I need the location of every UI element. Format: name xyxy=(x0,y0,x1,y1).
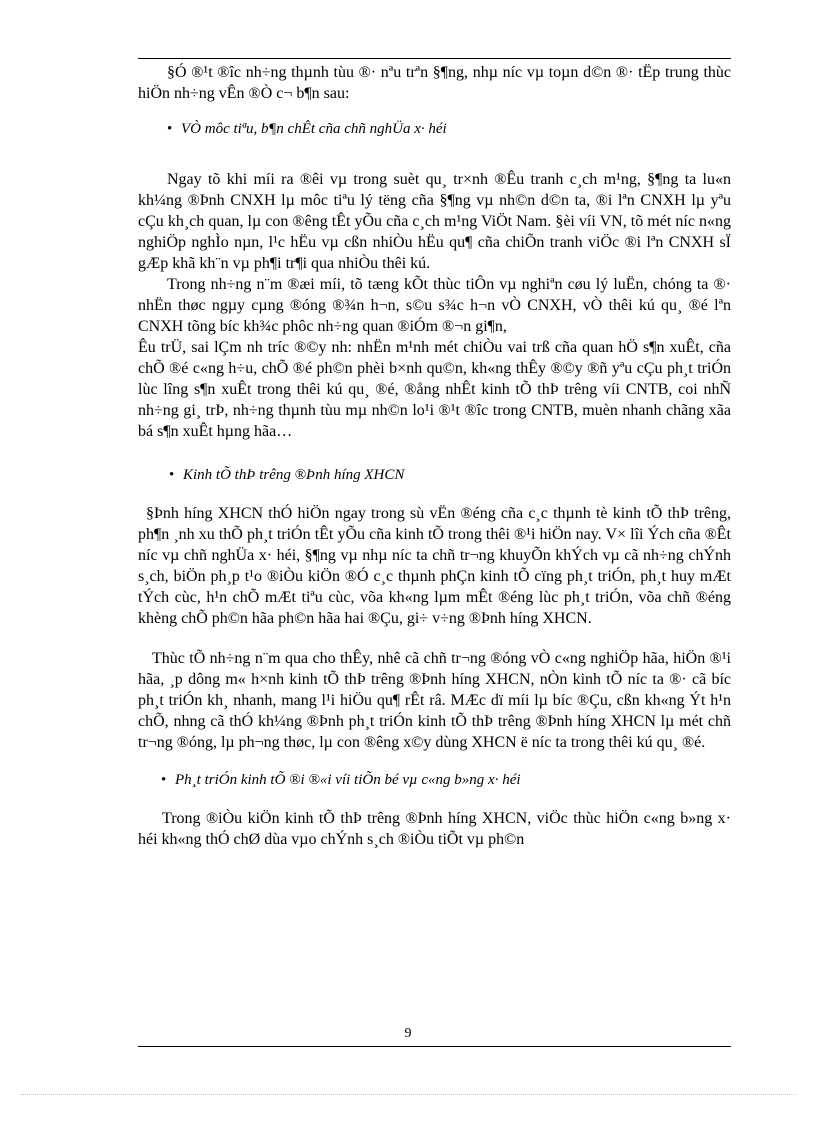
intro-paragraph: §Ó ®¹t ®îc nh÷ng thµnh tùu ®· nªu trªn §¶ng, nhµ níc vµ toµn d©n ®· tËp trung thùc hiÖn nh÷ng vÊn ®Ò c¬ b¶n sau: xyxy=(138,64,731,102)
paragraph-renovation-years: Trong nh÷ng n¨m ®æi míi, tõ tæng kÕt thùc tiÔn vµ nghiªn cøu lý luËn, chóng ta ®· nhËn thøc ngµy cµng ®óng ®¾n h¬n, s©u s¾c h¬n vÒ CNXH, vÒ thêi kú qu¸ ®é lªn CNXH tõng bíc kh¾c phôc nh÷ng quan ®iÓm ®¬n gi¶n, xyxy=(138,276,731,335)
page-number: 9 xyxy=(404,1026,412,1041)
paragraph-past-mistakes: Êu trÜ, sai lÇm nh tríc ®©y nh: nhËn m¹nh mét chiÒu vai trß cña quan hÖ s¶n xuÊt, cña chÕ ®é c«ng h÷u, chÕ ®é ph©n phèi b×nh qu©n, kh«ng thÊy ®©y ®ñ yªu cÇu ph¸t triÓn lùc lîng s¶n xuÊt trong thêi kú qu¸ ®é, ®ång nhÊt kinh tÕ thÞ trêng víi CNTB, coi nhÑ nh÷ng gi¸ trÞ, nh÷ng thµnh tùu mµ nh©n lo¹i ®¹t ®îc trong CNTB, muèn nhanh chãng xãa bá s¶n xuÊt hµng hãa… xyxy=(138,339,731,440)
paragraph-equity-conditions: Trong ®iÒu kiÖn kinh tÕ thÞ trêng ®Þnh híng XHCN, viÖc thùc hiÖn c«ng b»ng x· héi kh«ng thÓ chØ dùa vµo chÝnh s¸ch ®iÒu tiÕt vµ ph©n xyxy=(138,810,731,848)
heading-market-economy: • Kinh tÕ thÞ trêng ®Þnh híng XHCN xyxy=(183,465,731,485)
paragraph-party-goal: Ngay tõ khi míi ra ®êi vµ trong suèt qu¸ tr×nh ®Êu tranh c¸ch m¹ng, §¶ng ta lu«n kh¼ng ®Þnh CNXH lµ môc tiªu lý tëng cña §¶ng vµ nh©n d©n ta, ®i lªn CNXH lµ yªu cÇu kh¸ch quan, lµ con ®êng tÊt yÕu cña c¸ch m¹ng ViÖt Nam. §èi víi VN, tõ mét níc n«ng nghiÖp nghÌo nµn, l¹c hËu vµ cßn nhiÒu hËu qu¶ cña chiÕn tranh viÖc ®i lªn CNXH sÏ gÆp khã kh¨n vµ ph¶i tr¶i qua nhiÒu thêi kú. xyxy=(138,171,731,272)
heading-social-equity: • Ph¸t triÓn kinh tÕ ®i ®«i víi tiÕn bé vµ c«ng b»ng x· héi xyxy=(175,770,731,790)
paragraph-practical-results: Thùc tÕ nh÷ng n¨m qua cho thÊy, nhê cã chñ tr¬ng ®óng vÒ c«ng nghiÖp hãa, hiÖn ®¹i hãa, ¸p dông m« h×nh kinh tÕ thÞ trêng ®Þnh híng XHCN, nÒn kinh tÕ níc ta ®· cã bíc ph¸t triÓn kh¸ nhanh, mang l¹i hiÖu qu¶ rÊt râ. MÆc dï míi lµ bíc ®Çu, cßn kh«ng Ýt h¹n chÕ, nhng cã thÓ kh¼ng ®Þnh ph¸t triÓn kinh tÕ thÞ trêng ®Þnh híng XHCN lµ mét chñ tr¬ng ®óng, lµ ph¬ng thøc, lµ con ®êng x©y dùng XHCN ë níc ta trong thêi kú qu¸ ®é. xyxy=(138,650,731,751)
footer-rule xyxy=(138,1046,731,1047)
document-page xyxy=(138,62,731,850)
heading-socialist-goals: • VÒ môc tiªu, b¶n chÊt cña chñ nghÜa x· héi xyxy=(181,119,731,139)
page-edge-dotted-line xyxy=(20,1094,796,1095)
header-rule xyxy=(138,58,731,59)
paragraph-socialist-orientation: §Þnh híng XHCN thÓ hiÖn ngay trong sù vËn ®éng cña c¸c thµnh tè kinh tÕ thÞ trêng, ph¶n ¸nh xu thÕ ph¸t triÓn tÊt yÕu cña kinh tÕ trong thêi ®¹i hiÖn nay. V× lîi Ých cña ®Êt níc vµ chñ nghÜa x· héi, §¶ng vµ nhµ níc ta chñ tr¬ng khuyÕn khÝch vµ cã nh÷ng chÝnh s¸ch, biÖn ph¸p t¹o ®iÒu kiÖn ®Ó c¸c thµnh phÇn kinh tÕ cïng ph¸t triÓn, ph¸t huy mÆt tÝch cùc, h¹n chÕ mÆt tiªu cùc, võa kh«ng lµm mÊt ®éng lùc ph¸t triÓn, võa chñ ®éng khèng chÕ ph©n hãa ph©n hãa hai ®Çu, gi÷ v÷ng ®Þnh híng XHCN. xyxy=(138,505,731,627)
